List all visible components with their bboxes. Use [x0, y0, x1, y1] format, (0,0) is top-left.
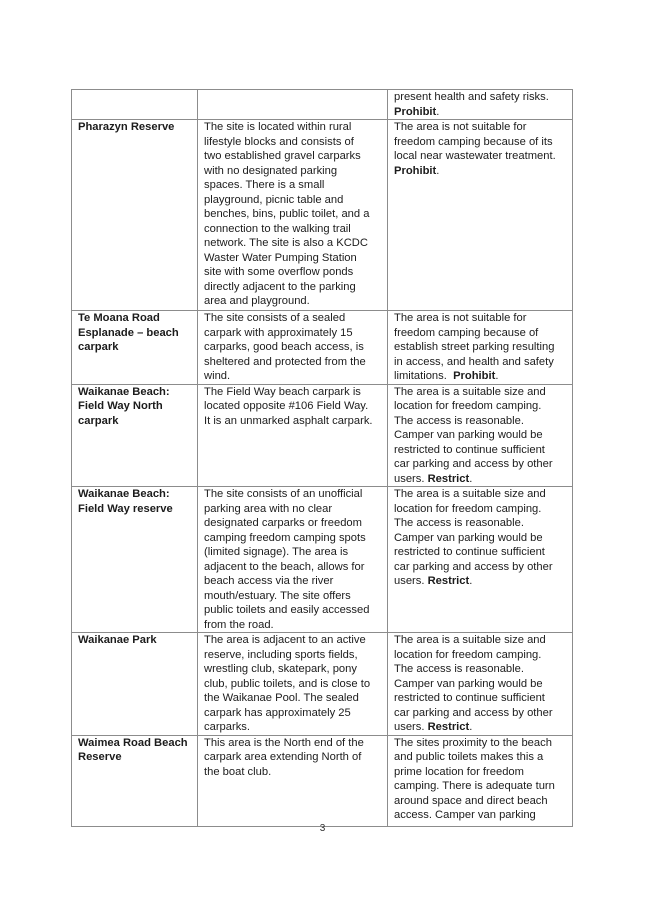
description-line: the Waikanae Pool. The sealed [204, 692, 359, 704]
assessment-line: and public toilets makes this a [394, 751, 544, 763]
description-line: designated carparks or freedom [204, 517, 362, 529]
assessment-line: The access is reasonable. [394, 517, 524, 529]
table-row [72, 735, 573, 826]
decision-suffix: . [469, 575, 473, 587]
decision-suffix: . [469, 472, 473, 485]
assessment-line: establish street parking resulting [394, 341, 555, 353]
site-name-cell [72, 120, 198, 311]
description-line: parking area with no clear [204, 502, 333, 515]
assessment-line: The sites proximity to the beach [394, 736, 552, 749]
freedom-camping-sites-table [71, 89, 573, 827]
decision-suffix: . [436, 105, 440, 118]
site-assessment-cell [388, 633, 573, 736]
assessment-line: Camper van parking would be [394, 531, 543, 544]
site-assessment-cell [388, 384, 573, 487]
site-name: Waikanae Beach: Field Way reserve [78, 488, 173, 515]
decision-badge: Restrict [427, 575, 470, 587]
assessment-line: freedom camping because of its [394, 135, 553, 148]
description-line: The site consists of an unofficial [204, 488, 363, 500]
description-line: carpark area extending North of [204, 751, 362, 763]
site-name-cell [72, 487, 198, 633]
decision-line [394, 720, 568, 735]
table-row [72, 487, 573, 633]
decision-badge: Prohibit [394, 105, 437, 118]
site-description-cell [198, 487, 388, 633]
assessment-line: The area is not suitable for [394, 121, 527, 133]
description-line: the boat club. [204, 765, 272, 778]
assessment-line: The area is a suitable size and [394, 385, 546, 398]
decision-badge: Prohibit [453, 370, 496, 382]
description-line: wind. [204, 370, 231, 382]
page-number: 3 [319, 823, 326, 834]
description-line: The area is adjacent to an active [204, 634, 366, 646]
site-description-cell [198, 735, 388, 826]
description-line: carparks, good beach access, is [204, 341, 364, 353]
description-line: directly adjacent to the parking [204, 280, 356, 293]
description-line: carpark with approximately 15 [204, 326, 353, 339]
description-line: benches, bins, public toilet, and a [204, 208, 370, 220]
decision-badge: Restrict [427, 721, 470, 733]
decision-prefix: users. [394, 575, 428, 587]
description-line: It is an unmarked asphalt carpark. [204, 414, 373, 427]
decision-suffix: . [436, 164, 440, 177]
decision-line [394, 105, 568, 120]
assessment-line: The access is reasonable. [394, 663, 524, 675]
description-line: spaces. There is a small [204, 179, 325, 191]
site-name: Pharazyn Reserve [78, 121, 175, 133]
assessment-line: car parking and access by other [394, 706, 553, 719]
assessment-line: around space and direct beach [394, 794, 548, 807]
description-line: located opposite #106 Field Way. [204, 400, 369, 412]
description-line: The site is located within rural [204, 121, 352, 133]
site-name-cell [72, 735, 198, 826]
assessment-line: freedom camping because of [394, 326, 539, 339]
assessment-line: The area is a suitable size and [394, 634, 546, 646]
decision-prefix: users. [394, 721, 428, 733]
assessment-line: local near wastewater treatment. [394, 150, 556, 162]
site-assessment-cell [388, 735, 573, 826]
description-line: The Field Way beach carpark is [204, 385, 361, 398]
site-name-cell [72, 90, 198, 120]
site-name: Waikanae Park [78, 634, 157, 646]
site-assessment-cell [388, 90, 573, 120]
decision-line [394, 369, 568, 384]
assessment-line: restricted to continue sufficient [394, 692, 545, 704]
site-name: Waikanae Beach: Field Way North carpark [78, 385, 170, 427]
assessment-line: in access, and health and safety [394, 355, 554, 368]
table-row [72, 633, 573, 736]
decision-badge: Restrict [427, 472, 470, 485]
description-line: The site consists of a sealed [204, 312, 346, 324]
assessment-line: The area is a suitable size and [394, 488, 546, 500]
decision-suffix: . [495, 370, 499, 382]
description-line: club, public toilets, and is close to [204, 677, 371, 690]
table-row [72, 384, 573, 487]
assessment-line: car parking and access by other [394, 458, 553, 470]
assessment-line: prime location for freedom [394, 765, 524, 778]
site-name-cell [72, 633, 198, 736]
assessment-line: restricted to continue sufficient [394, 443, 545, 456]
description-line: sheltered and protected from the [204, 355, 366, 368]
description-line: This area is the North end of the [204, 736, 364, 749]
assessment-line: The access is reasonable. [394, 414, 524, 427]
description-line: playground, picnic table and [204, 193, 344, 206]
assessment-line: The area is not suitable for [394, 312, 527, 324]
description-line: carpark has approximately 25 [204, 706, 351, 719]
assessment-line: Camper van parking would be [394, 677, 543, 690]
assessment-line: access. Camper van parking [394, 809, 536, 821]
assessment-line: car parking and access by other [394, 560, 553, 573]
description-line: wrestling club, skatepark, pony [204, 663, 357, 675]
description-line: (limited signage). The area is [204, 546, 349, 558]
description-line: site with some overflow ponds [204, 266, 354, 278]
decision-prefix: limitations. [394, 370, 454, 382]
assessment-line: location for freedom camping. [394, 648, 542, 661]
assessment-line: camping. There is adequate turn [394, 780, 555, 792]
site-assessment-cell [388, 311, 573, 385]
description-line: from the road. [204, 618, 274, 631]
description-line: area and playground. [204, 295, 310, 307]
site-assessment-cell [388, 120, 573, 311]
description-line: public toilets and easily accessed [204, 604, 370, 616]
decision-badge: Prohibit [394, 164, 437, 177]
site-description-cell [198, 384, 388, 487]
description-line: adjacent to the beach, allows for [204, 560, 365, 573]
decision-line [394, 472, 568, 487]
site-name-cell [72, 311, 198, 385]
description-line: two established gravel carparks [204, 150, 361, 162]
table-row [72, 120, 573, 311]
description-line: camping freedom camping spots [204, 531, 366, 544]
description-line: Waster Water Pumping Station [204, 251, 357, 264]
site-description-cell [198, 120, 388, 311]
site-description-cell [198, 311, 388, 385]
description-line: carparks. [204, 721, 251, 733]
site-name-cell [72, 384, 198, 487]
decision-line [394, 574, 568, 589]
description-line: beach access via the river [204, 575, 334, 587]
decision-suffix: . [469, 721, 473, 733]
assessment-line: location for freedom camping. [394, 400, 542, 412]
description-line: connection to the walking trail [204, 222, 351, 235]
site-name: Waimea Road Beach Reserve [78, 736, 188, 763]
decision-line [394, 164, 568, 179]
description-line: reserve, including sports fields, [204, 648, 358, 661]
site-assessment-cell [388, 487, 573, 633]
table-row [72, 90, 573, 120]
description-line: lifestyle blocks and consists of [204, 135, 354, 148]
site-description-cell [198, 90, 388, 120]
table-row [72, 311, 573, 385]
assessment-line: present health and safety risks. [394, 91, 549, 103]
site-description-cell [198, 633, 388, 736]
description-line: mouth/estuary. The site offers [204, 589, 351, 602]
description-line: network. The site is also a KCDC [204, 237, 368, 249]
assessment-line: location for freedom camping. [394, 502, 542, 515]
description-line: with no designated parking [204, 164, 338, 177]
assessment-line: Camper van parking would be [394, 429, 543, 441]
assessment-line: restricted to continue sufficient [394, 546, 545, 558]
decision-prefix: users. [394, 472, 428, 485]
site-name: Te Moana Road Esplanade – beach carpark [78, 312, 179, 353]
